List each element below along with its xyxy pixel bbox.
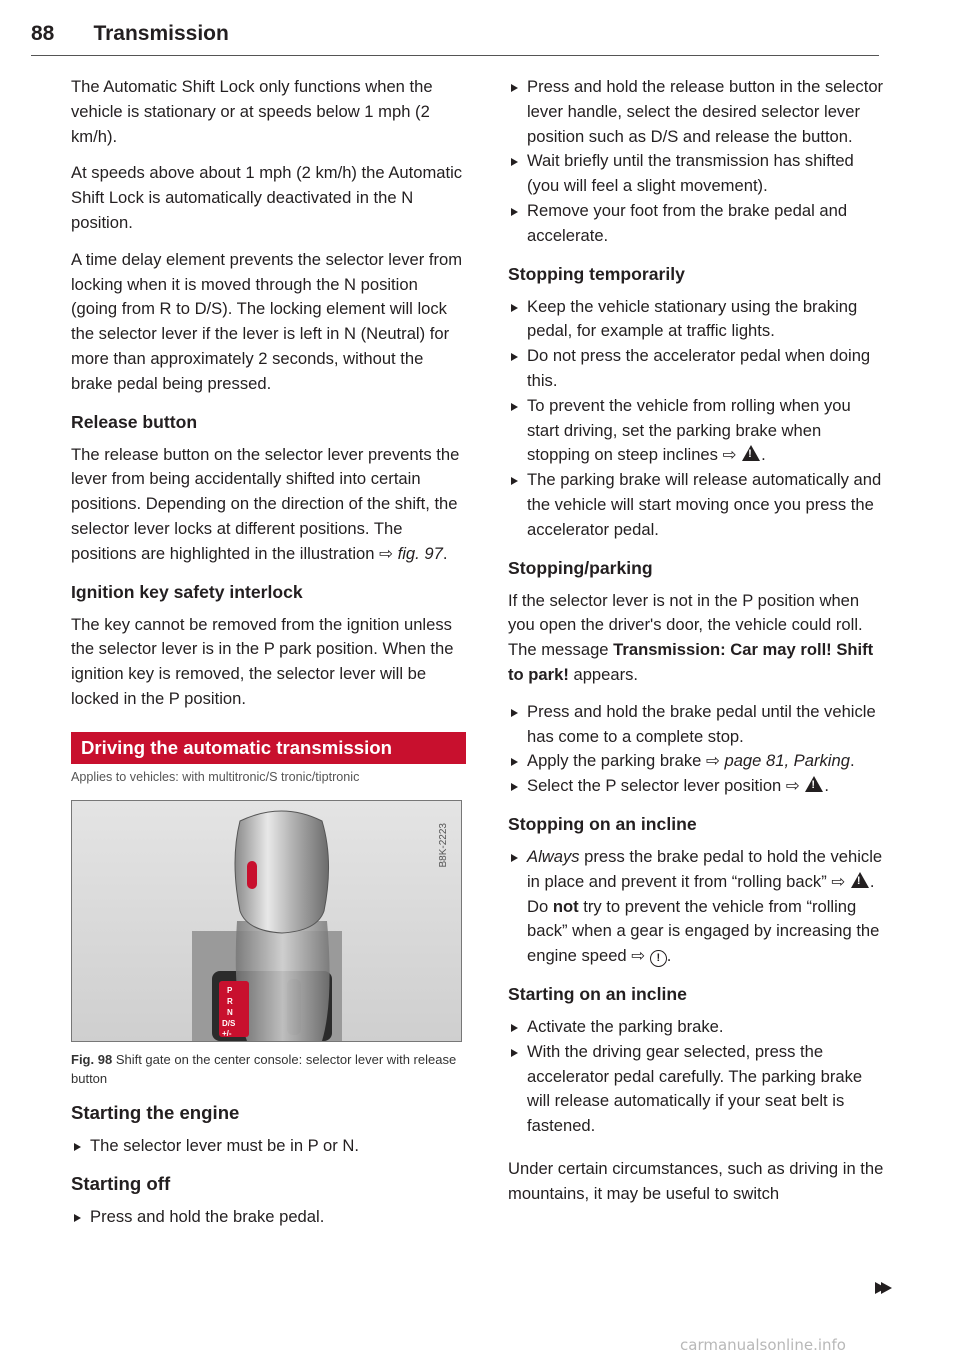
list-item: To prevent the vehicle from rolling when you start driving, set the parking brake when stopping on steep inclines ⇨ ! . — [508, 394, 886, 468]
section-title: Transmission — [93, 22, 229, 45]
list-item: The selector lever must be in P or N. — [71, 1134, 466, 1159]
figure-code: B8K-2223 — [438, 822, 450, 868]
heading-release-button: Release button — [71, 411, 198, 432]
gate-label-p: P — [227, 985, 233, 995]
selector-lever-illustration — [72, 801, 461, 1041]
header-rule — [31, 55, 879, 56]
right-column — [508, 75, 886, 1218]
paragraph-release — [71, 443, 466, 567]
list-item: Wait briefly until the transmission has shifted (you will feel a slight movement). — [508, 149, 886, 199]
paragraph: A time delay element prevents the selector lever from locking when it is moved through the N position (going from R to D/S). The locking element will lock the selector lever if the lever is left in N (Neutral) for more than approximately 2 seconds, without the brake pedal being pressed. — [71, 249, 463, 393]
heading-stopping-incline: Stopping on an incline — [508, 813, 697, 834]
heading-ignition-interlock: Ignition key safety interlock — [71, 581, 303, 602]
heading-starting-incline: Starting on an incline — [508, 983, 687, 1004]
note-circle-icon[interactable]: ! — [650, 950, 667, 967]
paragraph-final: Under certain circumstances, such as driving in the mountains, it may be useful to switch — [508, 1158, 884, 1203]
watermark: carmanualsonline.info — [680, 1336, 846, 1354]
item-text: . Do — [527, 871, 875, 916]
warning-triangle-icon[interactable] — [805, 776, 823, 792]
item-text: To prevent the vehicle from rolling when you start driving, set the parking brake when stopping on steep inclines ⇨ — [527, 395, 851, 465]
not-emphasis: not — [552, 896, 579, 916]
list-item: Press and hold the brake pedal until the vehicle has come to a complete stop. — [508, 700, 886, 750]
applies-to: Applies to vehicles: with multitronic/S tronic/tiptronic — [71, 769, 360, 784]
list-item: Press and hold the brake pedal. — [71, 1205, 466, 1230]
parking-text: If the selector lever is not in the P position when you open the driver's door, the vehicle could roll. The message — [508, 590, 863, 660]
list-starting-off-cont — [508, 75, 886, 249]
warning-triangle-icon[interactable] — [851, 872, 869, 888]
heading-starting-off: Starting off — [71, 1172, 171, 1194]
list-parking — [508, 700, 886, 799]
list-item: Select the P selector lever position ⇨ ! . — [508, 774, 886, 799]
warning-triangle-icon[interactable] — [742, 445, 760, 461]
heading-stopping-temporarily: Stopping temporarily — [508, 263, 685, 284]
list-item: Remove your foot from the brake pedal and accelerate. — [508, 199, 886, 249]
continue-arrow-icon[interactable] — [875, 1282, 886, 1294]
figure-caption — [71, 1050, 466, 1088]
gate-label-n: N — [227, 1007, 233, 1017]
release-button — [247, 861, 257, 889]
heading-stopping-parking: Stopping/parking — [508, 557, 653, 578]
item-text: Apply the parking brake — [527, 751, 706, 771]
list-starting-incline — [508, 1015, 886, 1139]
paragraph: The Automatic Shift Lock only functions when the vehicle is stationary or at speeds below 1 mph (2 km/h). — [71, 77, 433, 146]
list-item: Always press the brake pedal to hold the vehicle in place and prevent it from “rolling back” ⇨ ! . Do not try to prevent the vehicle from “rolling back” when a gear is engaged by increasing the engine speed ⇨ ! . — [508, 845, 886, 969]
list-item: The parking brake will release automatically and the vehicle will start moving once you press the accelerator pedal. — [508, 468, 886, 542]
parking-text-end: appears. — [568, 664, 639, 684]
list-stopping — [508, 295, 886, 543]
item-text: Select the P selector lever position ⇨ — [527, 776, 800, 796]
list-item — [508, 749, 886, 774]
paragraph-ignition: The key cannot be removed from the ignition unless the selector lever is in the P park position. When the ignition key is removed, the selector lever will be locked in the P position. — [71, 614, 454, 708]
list-item: Press and hold the release button in the selector lever handle, select the desired selector lever position such as D/S and release the button. — [508, 75, 886, 149]
item-text: press the brake pedal to hold the vehicle in place and prevent it from “rolling back” ⇨ — [527, 846, 883, 891]
fig-97-link[interactable]: ⇨ fig. 97 — [379, 543, 443, 563]
figure-98 — [71, 800, 462, 1042]
release-text: The release button on the selector lever prevents the lever from being accidentally shifted into certain positions. Depending on the direction of the shift, the selector lever locks at different positions. The positions are highlighted in the illustration — [71, 444, 460, 563]
gate-label-ds: D/S — [222, 1018, 236, 1028]
left-column — [71, 75, 466, 1241]
list-item: Do not press the accelerator pedal when doing this. — [508, 344, 886, 394]
transmission-message: Transmission: Car may roll! Shift to park! — [508, 640, 874, 684]
heading-starting-engine: Starting the engine — [71, 1101, 240, 1123]
page-81-link[interactable]: ⇨ page 81, Parking — [705, 751, 850, 771]
boot — [236, 921, 330, 1041]
list-item: With the driving gear selected, press the accelerator pedal carefully. The parking brake will release automatically if your seat belt is fastened. — [508, 1040, 886, 1139]
gate-label-r: R — [227, 996, 233, 1006]
item-text: try to prevent the vehicle from “rolling back” when a gear is engaged by increasing the engine speed ⇨ — [527, 896, 880, 966]
section-bar: Driving the automatic transmission — [71, 732, 466, 764]
paragraph-parking — [508, 589, 886, 688]
punct: . — [442, 543, 448, 563]
page-number: 88 — [31, 22, 55, 45]
list-item: Activate the parking brake. — [508, 1015, 886, 1040]
list-starting-engine — [71, 1134, 466, 1159]
caption-label: Fig. 98 — [71, 1051, 113, 1067]
list-item: Keep the vehicle stationary using the braking pedal, for example at traffic lights. — [508, 295, 886, 345]
page-header — [31, 22, 879, 46]
gate-label-tip: +/- — [222, 1028, 232, 1038]
punct: . — [849, 751, 855, 771]
always-emphasis: Always — [527, 846, 580, 866]
paragraph: At speeds above about 1 mph (2 km/h) the Automatic Shift Lock is automatically deactivated in the N position. — [71, 163, 463, 232]
caption-text: Shift gate on the center console: selector lever with release button — [71, 1051, 457, 1086]
list-starting-off — [71, 1205, 466, 1230]
list-incline — [508, 845, 886, 969]
